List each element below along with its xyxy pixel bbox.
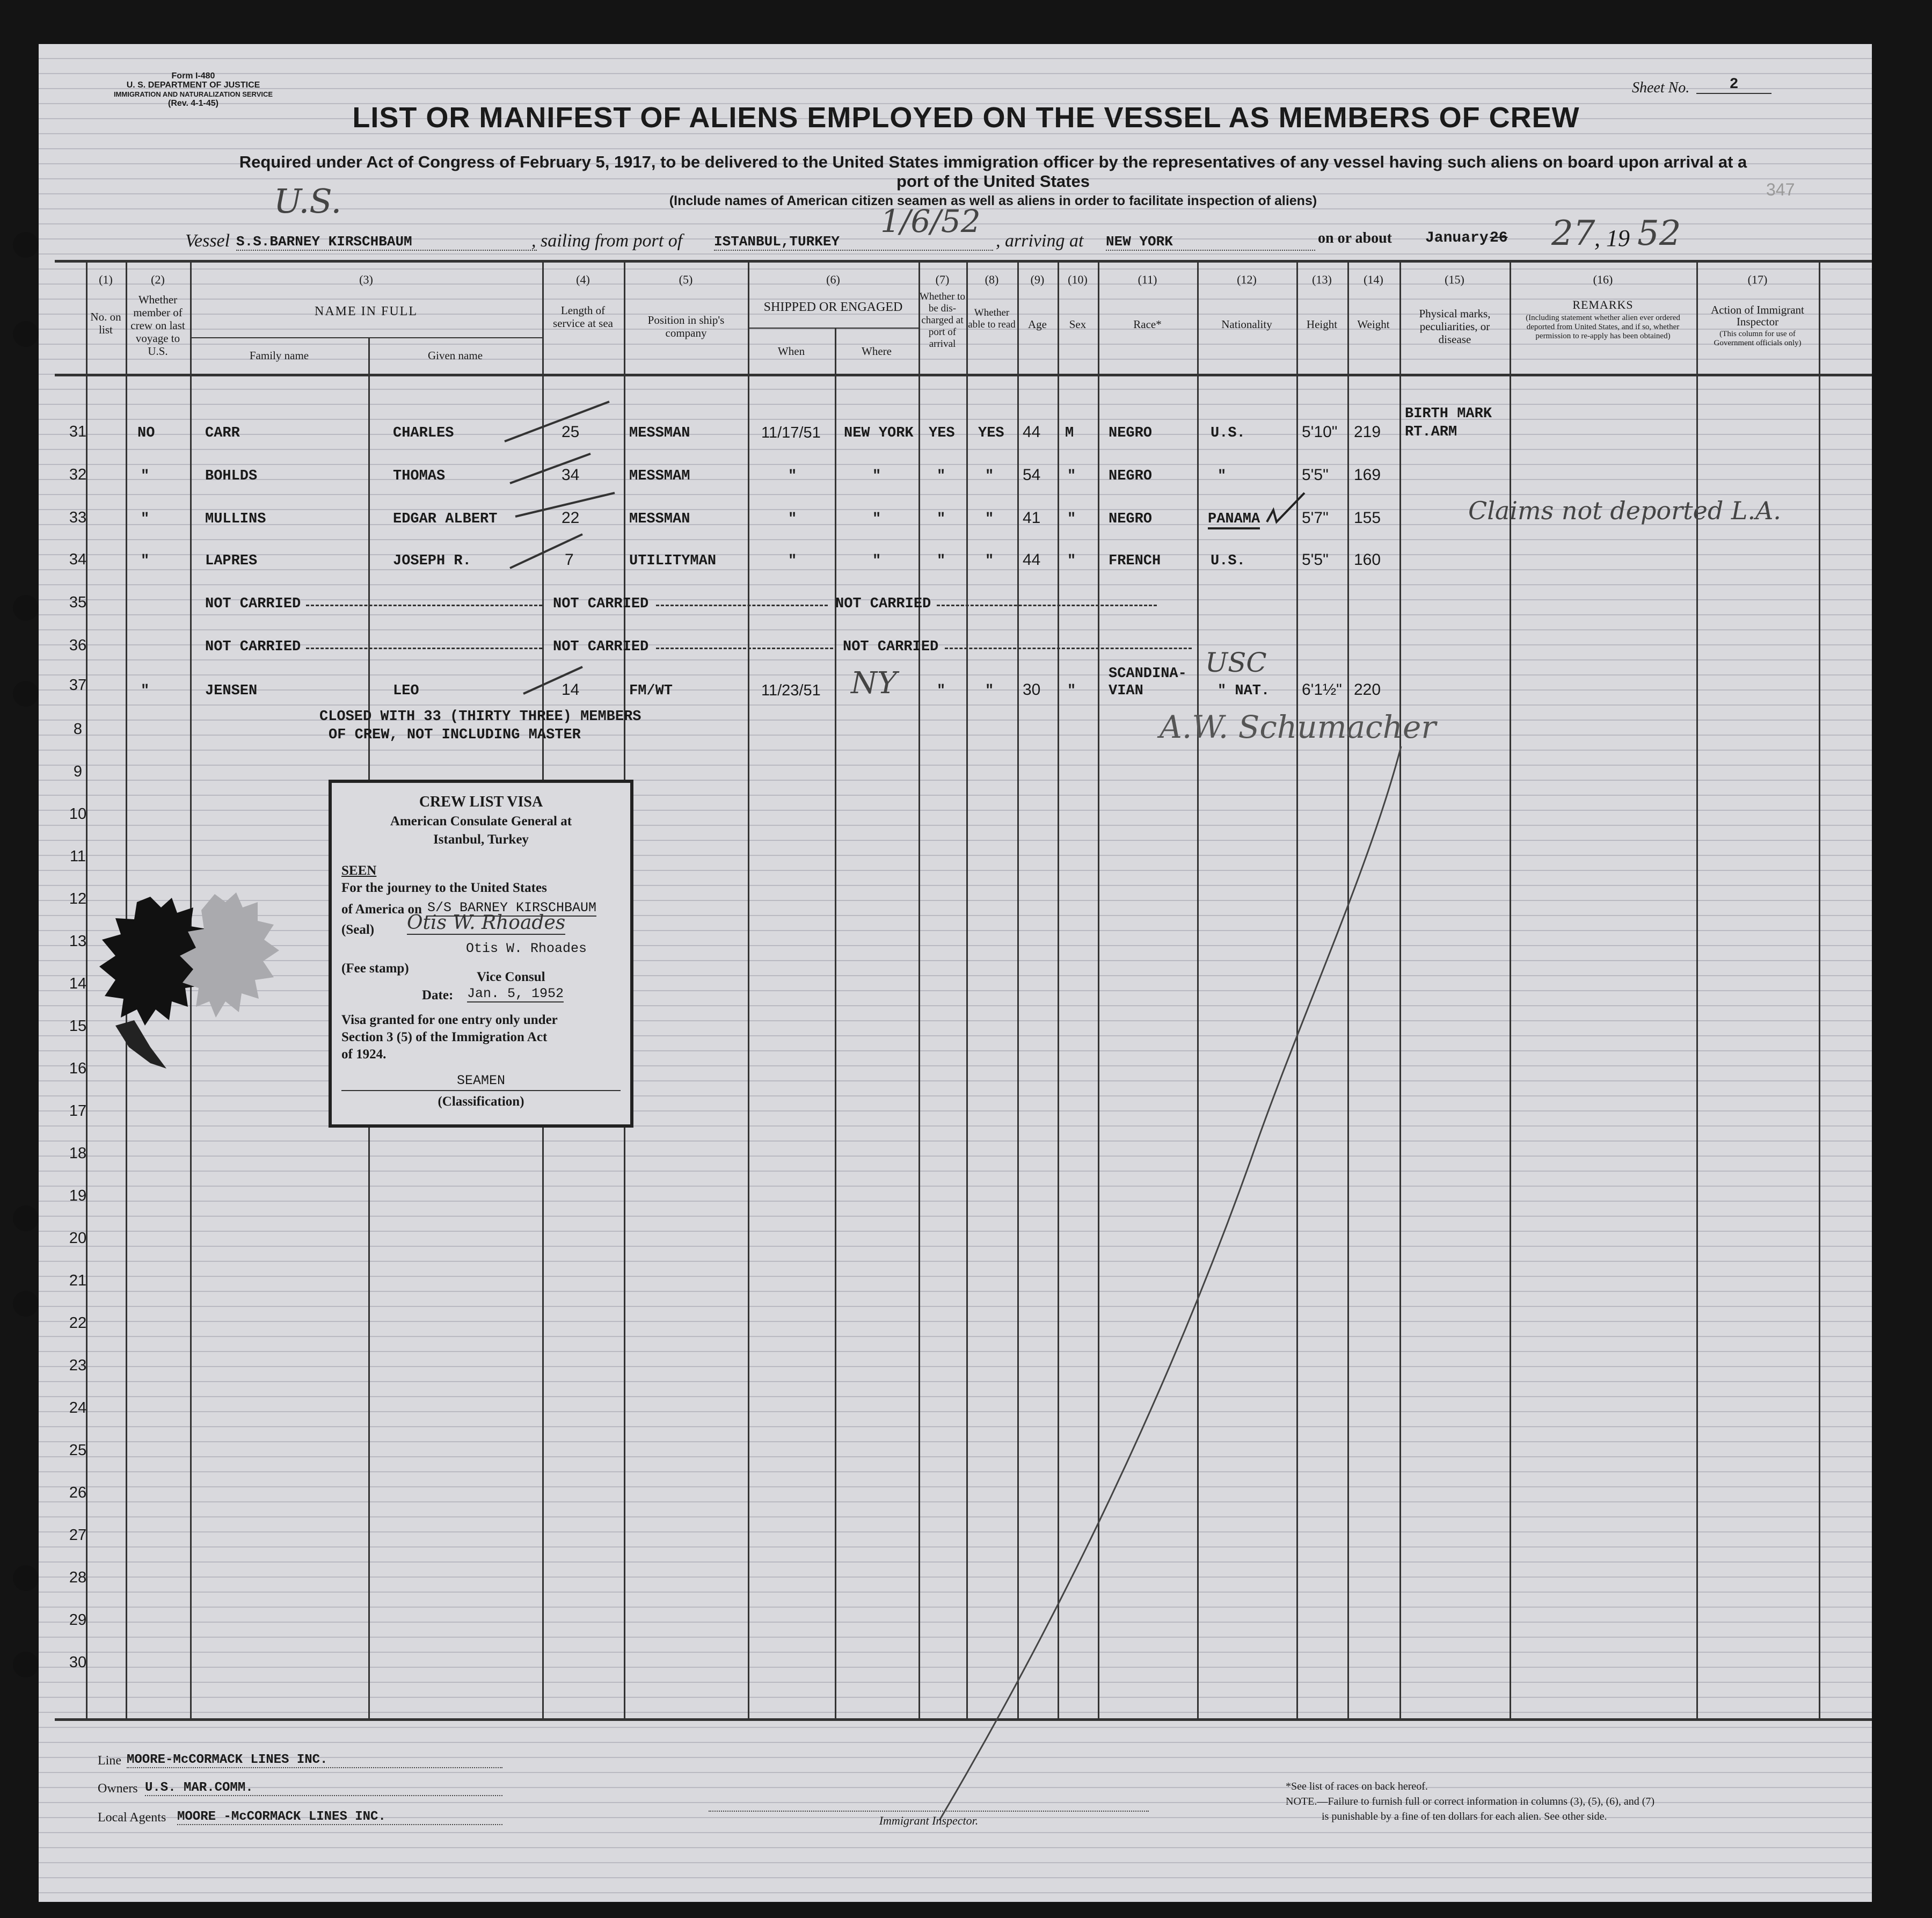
- cell-weight: 155: [1354, 509, 1381, 527]
- stamp-title: CREW LIST VISA: [419, 794, 543, 810]
- footer-note-1: *See list of races on back hereof.: [1286, 1781, 1428, 1792]
- row-number: 31: [69, 423, 87, 440]
- cell-sex: ": [1067, 511, 1076, 527]
- row-number: 18: [69, 1145, 87, 1162]
- row-number: 8: [73, 721, 83, 738]
- cell-family-name: CARR: [205, 425, 240, 441]
- row-number: 37: [69, 677, 87, 694]
- cell-able-to-read: ": [985, 553, 994, 569]
- punch-hole: [13, 1291, 39, 1317]
- row-number: 22: [69, 1314, 87, 1332]
- footer-owners-label: Owners: [98, 1782, 138, 1796]
- row-number: 35: [69, 594, 87, 611]
- row-number: 13: [69, 933, 87, 950]
- cell-weight: 160: [1354, 551, 1381, 569]
- cell-position: MESSMAN: [629, 425, 690, 441]
- cell-prev-voyage: ": [141, 553, 150, 569]
- col-number: (7): [935, 273, 950, 286]
- col-number: (1): [99, 273, 113, 286]
- cell-discharged: ": [937, 683, 946, 699]
- arriving-label: , arriving at: [996, 231, 1084, 251]
- col-rule: [835, 328, 836, 1720]
- stamp-consulate: American Consulate General at: [390, 814, 572, 829]
- handwritten-us: U.S.: [274, 181, 342, 221]
- row-number: 26: [69, 1484, 87, 1501]
- row-number: 23: [69, 1357, 87, 1374]
- cell-prev-voyage: ": [141, 511, 150, 527]
- cell-prev-voyage: ": [141, 468, 150, 484]
- cell-position: MESSMAN: [629, 511, 690, 527]
- not-carried: NOT CARRIED: [553, 596, 649, 612]
- col-rule: [1819, 260, 1820, 1720]
- cell-given-name: THOMAS: [393, 468, 446, 484]
- stamp-city: Istanbul, Turkey: [433, 832, 529, 847]
- stamp-vice-consul: Vice Consul: [477, 970, 545, 984]
- inspector-signature-line: [709, 1811, 1149, 1812]
- cell-prev-voyage: ": [141, 683, 150, 699]
- cell-length-service: 34: [562, 466, 580, 484]
- cell-sex: M: [1065, 425, 1074, 441]
- punch-hole: [13, 1205, 39, 1231]
- header-height: Height: [1306, 318, 1338, 331]
- dash-line: [656, 605, 828, 606]
- row-number: 28: [69, 1569, 87, 1586]
- name-subheader-rule: [190, 337, 542, 338]
- cell-age: 44: [1023, 551, 1041, 569]
- not-carried: NOT CARRIED: [205, 639, 301, 655]
- cell-sex: ": [1067, 468, 1076, 484]
- dash-line: [937, 605, 1157, 606]
- cell-sex: ": [1067, 683, 1076, 699]
- cell-weight: 220: [1354, 681, 1381, 699]
- handwritten-arrival-day: 27: [1551, 214, 1595, 253]
- col-number: (3): [359, 273, 373, 286]
- row-number: 32: [69, 466, 87, 483]
- cell-height: 5'5": [1302, 466, 1329, 484]
- subtitle-line-3: (Include names of American citizen seamen as well as aliens in order to facilitate inspection of aliens): [669, 193, 1317, 208]
- stamp-date: Jan. 5, 1952: [467, 986, 564, 1001]
- col-number: (6): [826, 273, 840, 286]
- footer-line-value: MOORE-McCORMACK LINES INC.: [127, 1753, 502, 1768]
- header-length-service: Length of service at sea: [553, 304, 613, 330]
- col-rule: [918, 260, 920, 1720]
- punch-hole: [13, 321, 39, 347]
- cell-family-name: BOHLDS: [205, 468, 258, 484]
- header-able-to-read: Whether able to read: [968, 307, 1016, 330]
- col-rule: [1696, 260, 1698, 1720]
- cell-weight: 169: [1354, 466, 1381, 484]
- cell-age: 41: [1023, 509, 1041, 527]
- punch-hole: [13, 681, 39, 707]
- cell-height: 5'7": [1302, 509, 1329, 527]
- header-remarks: REMARKS: [1572, 298, 1634, 311]
- cell-nationality: " NAT.: [1217, 683, 1270, 699]
- stamp-classification-label: (Classification): [438, 1094, 524, 1109]
- header-remarks-note: (Including statement whether alien ever ordered deported from United States, and if so, whether permission to re-apply has been obtained): [1526, 314, 1680, 340]
- not-carried: NOT CARRIED: [205, 596, 301, 612]
- row-number: 20: [69, 1230, 87, 1247]
- header-shipped-when: When: [777, 345, 805, 358]
- stamp-visa-line-3: of 1924.: [341, 1047, 387, 1062]
- header-nationality: Nationality: [1221, 318, 1272, 331]
- stamp-vessel: S/S BARNEY KIRSCHBAUM: [427, 900, 597, 916]
- signature-pen-stroke: [929, 741, 1412, 1826]
- cell-race: NEGRO: [1109, 511, 1153, 527]
- cell-discharged: ": [937, 511, 946, 527]
- row-number: 9: [73, 763, 83, 780]
- col-number: (8): [985, 273, 999, 286]
- cell-physical-marks-2: RT.ARM: [1405, 424, 1457, 440]
- handwritten-shipped-where: NY: [851, 666, 897, 701]
- row-number: 30: [69, 1654, 87, 1671]
- cell-shipped-when: ": [788, 468, 797, 484]
- header-inspector-action: Action of Immigrant Inspector: [1711, 303, 1804, 328]
- cell-length-service: 22: [562, 509, 580, 527]
- row-number: 14: [69, 975, 87, 992]
- cell-given-name: LEO: [393, 683, 419, 699]
- stamp-date-label: Date:: [422, 988, 454, 1002]
- punch-hole: [13, 1652, 39, 1677]
- cell-race: FRENCH: [1109, 553, 1161, 569]
- footer-agents-value: MOORE -McCORMACK LINES INC.: [177, 1810, 502, 1825]
- dash-line: [656, 648, 833, 649]
- cell-discharged: ": [937, 468, 946, 484]
- stamp-visa-line-1: Visa granted for one entry only under: [341, 1013, 558, 1027]
- cell-prev-voyage: NO: [137, 425, 155, 441]
- dash-line: [945, 648, 1192, 649]
- cell-shipped-where: ": [872, 468, 881, 484]
- form-service: IMMIGRATION AND NATURALIZATION SERVICE: [113, 90, 273, 98]
- header-inspector-note: (This column for use of Government officials only): [1714, 330, 1802, 347]
- cell-age: 44: [1023, 423, 1041, 441]
- closing-note-line-2: OF CREW, NOT INCLUDING MASTER: [329, 727, 581, 743]
- form-number: Form I-480: [171, 71, 215, 81]
- shipped-subheader-rule: [748, 328, 918, 329]
- cell-race-2: VIAN: [1109, 683, 1143, 699]
- cell-physical-marks: BIRTH MARK: [1405, 406, 1492, 422]
- row-number: 10: [69, 805, 87, 823]
- form-dept: U. S. DEPARTMENT OF JUSTICE: [126, 81, 260, 90]
- stamp-journey: For the journey to the United States: [341, 881, 547, 895]
- not-carried: NOT CARRIED: [835, 596, 931, 612]
- sailing-label: , sailing from port of: [531, 231, 683, 251]
- col-number: (2): [151, 273, 165, 286]
- header-physical-marks: Physical marks, peculiarities, or disease: [1419, 307, 1491, 346]
- col-number: (4): [576, 273, 590, 286]
- footer-inspector-label: Immigrant Inspector.: [879, 1814, 979, 1827]
- subtitle-line-1: Required under Act of Congress of February 5, 1917, to be delivered to the United States immigration officer by the representatives of any vessel having such aliens on board upon arrival at a: [239, 152, 1747, 171]
- row-number: 21: [69, 1272, 87, 1289]
- table-header-bottom-border: [55, 374, 1872, 376]
- cell-nationality: U.S.: [1211, 553, 1245, 569]
- stamp-rule: [341, 1090, 621, 1091]
- cell-family-name: JENSEN: [205, 683, 258, 699]
- header-name-in-full: NAME IN FULL: [315, 304, 418, 318]
- cell-length-service: 7: [565, 551, 574, 569]
- document-title: LIST OR MANIFEST OF ALIENS EMPLOYED ON THE VESSEL AS MEMBERS OF CREW: [352, 101, 1580, 134]
- stamp-america-on: of America on: [341, 902, 422, 917]
- handwritten-sail-date: 1/6/52: [880, 203, 981, 239]
- stamped-page-number: 347: [1766, 180, 1795, 199]
- col-number: (15): [1445, 273, 1464, 286]
- header-age: Age: [1028, 318, 1047, 331]
- header-shipped-engaged: SHIPPED OR ENGAGED: [763, 300, 903, 314]
- row-number: 34: [69, 551, 87, 568]
- col-number: (10): [1068, 273, 1088, 286]
- punch-hole: [13, 232, 39, 258]
- cell-shipped-when: ": [788, 511, 797, 527]
- cell-able-to-read: YES: [978, 425, 1004, 441]
- cell-shipped-where: NEW YORK: [844, 425, 914, 441]
- cell-length-service: 14: [562, 681, 580, 699]
- header-given-name: Given name: [427, 349, 483, 362]
- header-sex: Sex: [1069, 318, 1087, 331]
- cell-race: SCANDINA-: [1109, 666, 1187, 682]
- cell-given-name: CHARLES: [393, 425, 454, 441]
- handwritten-nationality: USC: [1205, 647, 1267, 678]
- table-top-border: [55, 260, 1872, 263]
- sheet-number-label: Sheet No.: [1632, 79, 1690, 96]
- not-carried: NOT CARRIED: [843, 639, 939, 655]
- row-number: 33: [69, 509, 87, 526]
- struck-day: 26: [1490, 230, 1508, 246]
- cell-race: NEGRO: [1109, 425, 1153, 441]
- cell-age: 30: [1023, 681, 1041, 699]
- stamp-seal-label: (Seal): [341, 922, 375, 937]
- cell-nationality: ": [1217, 468, 1227, 484]
- cell-given-name: JOSEPH R.: [393, 553, 471, 569]
- stamp-classification-value: SEAMEN: [456, 1073, 505, 1088]
- check-mark-nationality: [1262, 489, 1315, 532]
- arriving-port: NEW YORK: [1106, 234, 1315, 251]
- cell-discharged: ": [937, 553, 946, 569]
- crew-list-visa-stamp: [329, 780, 633, 1128]
- header-race: Race*: [1133, 318, 1162, 331]
- year-prefix: , 19: [1594, 225, 1630, 251]
- vessel-name: S.S.BARNEY KIRSCHBAUM: [236, 234, 537, 251]
- cell-height: 6'1½": [1302, 681, 1342, 699]
- col-number: (13): [1312, 273, 1332, 286]
- check-marks: [499, 397, 628, 720]
- cell-weight: 219: [1354, 423, 1381, 441]
- footer-line-label: Line: [98, 1754, 121, 1768]
- header-family-name: Family name: [249, 349, 309, 362]
- punch-hole: [13, 1565, 39, 1591]
- on-about-label: on or about: [1318, 230, 1392, 246]
- cell-age: 54: [1023, 466, 1041, 484]
- stamp-seen: SEEN: [341, 863, 377, 878]
- sailing-port: ISTANBUL,TURKEY: [714, 234, 993, 251]
- row-number: 36: [69, 637, 87, 654]
- inspector-signature: A.W. Schumacher: [1160, 709, 1437, 745]
- col-rule: [1510, 260, 1511, 1720]
- cell-position: MESSMAM: [629, 468, 690, 484]
- col-number: (14): [1364, 273, 1383, 286]
- stamp-signature: Otis W. Rhoades: [407, 912, 566, 934]
- row-number: 25: [69, 1442, 87, 1459]
- form-revision: (Rev. 4-1-45): [168, 99, 218, 108]
- handwritten-year: 52: [1637, 214, 1681, 253]
- col-number: (5): [679, 273, 693, 286]
- stamp-signer: Otis W. Rhoades: [466, 941, 587, 956]
- footer-owners-value: U.S. MAR.COMM.: [145, 1781, 502, 1796]
- cell-race: NEGRO: [1109, 468, 1153, 484]
- row-number: 29: [69, 1611, 87, 1629]
- header-no-on-list: No. on list: [90, 310, 121, 336]
- cell-shipped-where: ": [872, 553, 881, 569]
- cell-height: 5'10": [1302, 423, 1338, 441]
- not-carried: NOT CARRIED: [553, 639, 649, 655]
- cell-family-name: LAPRES: [205, 553, 258, 569]
- cell-shipped-when: 11/17/51: [761, 424, 821, 441]
- cell-position: UTILITYMAN: [629, 553, 717, 569]
- cell-family-name: MULLINS: [205, 511, 266, 527]
- row-number: 24: [69, 1399, 87, 1416]
- cell-discharged: YES: [929, 425, 955, 441]
- consular-seal: [91, 886, 322, 1090]
- cell-shipped-when: ": [788, 553, 797, 569]
- footer-agents-label: Local Agents: [98, 1811, 166, 1825]
- row-number: 16: [69, 1060, 87, 1077]
- row-number: 17: [69, 1102, 87, 1120]
- footer-note-2: NOTE.—Failure to furnish full or correct information in columns (3), (5), (6), and (7): [1286, 1796, 1655, 1807]
- stamp-visa-line-2: Section 3 (5) of the Immigration Act: [341, 1030, 548, 1044]
- cell-able-to-read: ": [985, 683, 994, 699]
- col-number: (12): [1237, 273, 1257, 286]
- header-prev-voyage: Whether member of crew on last voyage to U.S.: [130, 293, 185, 358]
- subtitle-line-2: port of the United States: [896, 172, 1090, 191]
- row-number: 11: [69, 848, 86, 865]
- cell-length-service: 25: [562, 423, 580, 441]
- footer-note-3: is punishable by a fine of ten dollars for each alien. See other side.: [1322, 1811, 1607, 1822]
- cell-nationality: U.S.: [1211, 425, 1245, 441]
- cell-shipped-when: 11/23/51: [761, 682, 821, 699]
- col-number: (16): [1593, 273, 1613, 286]
- closing-note-line-1: CLOSED WITH 33 (THIRTY THREE) MEMBERS: [319, 709, 641, 725]
- col-number: (11): [1138, 273, 1157, 286]
- col-number: (17): [1747, 273, 1768, 286]
- cell-sex: ": [1067, 553, 1076, 569]
- col-number: (9): [1030, 273, 1045, 286]
- row-number: 12: [69, 890, 87, 907]
- cell-shipped-where: ": [872, 511, 881, 527]
- header-weight: Weight: [1357, 318, 1390, 331]
- cell-height: 5'5": [1302, 551, 1329, 569]
- cell-position: FM/WT: [629, 683, 673, 699]
- handwritten-remark: Claims not deported L.A.: [1468, 496, 1781, 525]
- sheet-number-value: 2: [1696, 76, 1771, 94]
- col-rule: [748, 260, 749, 1720]
- cell-able-to-read: ": [985, 511, 994, 527]
- vessel-label: Vessel: [185, 231, 230, 251]
- header-discharged: Whether to be dis-charged at port of arrival: [920, 291, 965, 350]
- stamp-fee: (Fee stamp): [341, 961, 409, 976]
- punch-hole: [13, 595, 39, 621]
- cell-able-to-read: ": [985, 468, 994, 484]
- row-number: 15: [69, 1018, 87, 1035]
- header-position: Position in ship's company: [647, 314, 725, 339]
- cell-given-name: EDGAR ALBERT: [393, 511, 498, 527]
- row-number: 19: [69, 1187, 87, 1204]
- header-shipped-where: Where: [862, 345, 892, 358]
- row-number: 27: [69, 1527, 87, 1544]
- cell-nationality: PANAMA: [1208, 511, 1260, 529]
- arrival-month: January: [1425, 230, 1489, 246]
